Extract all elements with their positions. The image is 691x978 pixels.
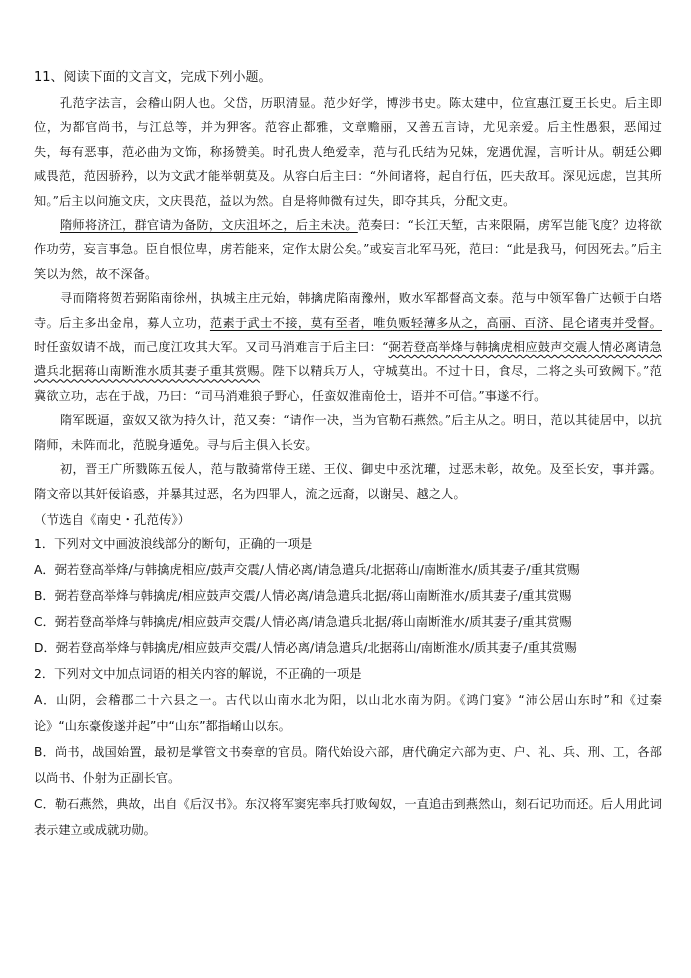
passage-paragraph-3-text-a: 寻而隋将贺若弼陷南徐州，执城主庄元始，韩擒虎陷南豫州，败水军都督高文泰。范与中领军鲁广达顿于白塔寺。后主多出金帛，募人立功， [34,291,662,330]
passage-paragraph-2-text: 范奏曰：“长江天堑，古来限隔，虏军岂能飞度？边将欲作功劳，妄言事急。臣自恨位卑，虏若能来，定作太尉公矣。”或妄言北军马死，范曰：“此是我马，何因死去。”后主笑以为然，故不深备。 [34,218,662,281]
exam-page [34,68,662,843]
option-1-c[interactable]: C．弼若登高举烽与韩擒虎/相应鼓声交震/人情必离/请急遣兵北据/蒋山南断淮水/质其妻子/重其赏赐 [34,614,572,629]
option-1-b[interactable]: B．弼若登高举烽与韩擒虎/相应鼓声交震/人情必离/请急遣兵北据/蒋山南断淮水/质其妻子/重其赏赐 [34,588,572,603]
sub-question-1 [34,531,662,661]
passage-source: （节选自《南史・孔范传》） [34,511,191,527]
passage-paragraph-5: 初，晋王广所戮陈五佞人，范与散骑常侍王瑳、王仪、御史中丞沈瓘，过恶未彰，故免。及至长安，事并露。隋文帝以其奸佞谄惑，并暴其过恶，名为四罪人，流之远裔，以谢吴、越之人。 [34,462,662,501]
option-2-b[interactable]: B．尚书，战国始置，最初是掌管文书奏章的官员。隋代始设六部，唐代确定六部为吏、户、礼、兵、刑、工，各部以尚书、仆射为正副长官。 [34,744,662,785]
option-1-a[interactable]: A．弼若登高举烽/与韩擒虎相应/鼓声交震/人情必离/请急遣兵/北据蒋山/南断淮水/质其妻子/重其赏赐 [34,562,580,577]
classical-passage [34,91,662,506]
underlined-sentence-1: 隋师将济江，群官请为备防，文庆沮坏之，后主未决。 [60,218,358,233]
question-title: 11、阅读下面的文言文，完成下列小题。 [34,70,272,85]
wavy-underlined-section: 弼若登高举烽与韩擒虎相应鼓声交震人情必离请急遣兵北据蒋山南断淮水质其妻子重其赏赐 [34,340,662,379]
option-2-c[interactable]: C．勒石燕然，典故，出自《后汉书》。东汉将军窦宪率兵打败匈奴，一直追击到燕然山，刻石记功而还。后人用此词表示建立或成就功勋。 [34,796,662,837]
passage-paragraph-3 [34,286,662,408]
sub-question-2 [34,661,662,843]
sub-question-1-stem: 1．下列对文中画波浪线部分的断句，正确的一项是 [34,536,313,551]
option-1-d[interactable]: D．弼若登高举烽与韩擒虎/相应鼓声交震/人情必离/请急遣兵/北据蒋山/南断淮水/质其妻子/重其赏赐 [34,640,577,655]
option-2-a[interactable]: A．山阴，会稽郡二十六县之一。古代以山南水北为阳，以山北水南为阴。《鸿门宴》“沛公居山东时”和《过秦论》“山东豪俊遂并起”中“山东”都指崤山以东。 [34,692,662,733]
passage-paragraph-3-text-c: 。陛下以精兵万人，守城莫出。不过十日，食尽，二将之头可致阙下。”范冀欲立功，志在于战，乃曰：“司马消难狼子野心，任蛮奴淮南伧士，语并不可信。”事遂不行。 [34,364,662,403]
underlined-sentence-2: 范素于武士不接，莫有至者，唯负贩轻薄多从之，高丽、百济、昆仑诸夷并受督。 [209,315,662,330]
passage-paragraph-3-text-b: 时任蛮奴请不战，而己度江攻其大军。又司马消难言于后主曰：“ [34,340,389,355]
passage-paragraph-2 [34,213,662,286]
sub-question-2-stem: 2．下列对文中加点词语的相关内容的解说，不正确的一项是 [34,666,362,681]
passage-paragraph-1: 孔范字法言，会稽山阴人也。父岱，历职清显。范少好学，博涉书史。陈太建中，位宣惠江夏王长史。后主即位，为都官尚书，与江总等，并为狎客。范容止都雅，文章赡丽，又善五言诗，尤见亲爱。后主性愚狠，恶闻过失，每有恶事，范必曲为文饰，称扬赞美。时孔贵人绝爱幸，范与孔氏结为兄妹，宠遇优渥，言听计从。朝廷公卿咸畏范，范因骄矜，以为文武才能举朝莫及。从容白后主曰：“外间诸将，起自行伍，匹夫敌耳。深见远虑，岂其所知。”后主以问施文庆，文庆畏范，益以为然。自是将帅微有过失，即夺其兵，分配文吏。 [34,96,662,208]
passage-paragraph-4: 隋军既逼，蛮奴又欲为持久计，范又奏：“请作一决，当为官勒石燕然。”后主从之。明日，范以其徒居中，以抗隋师，未阵而北，范脱身遁免。寻与后主俱入长安。 [34,413,662,452]
